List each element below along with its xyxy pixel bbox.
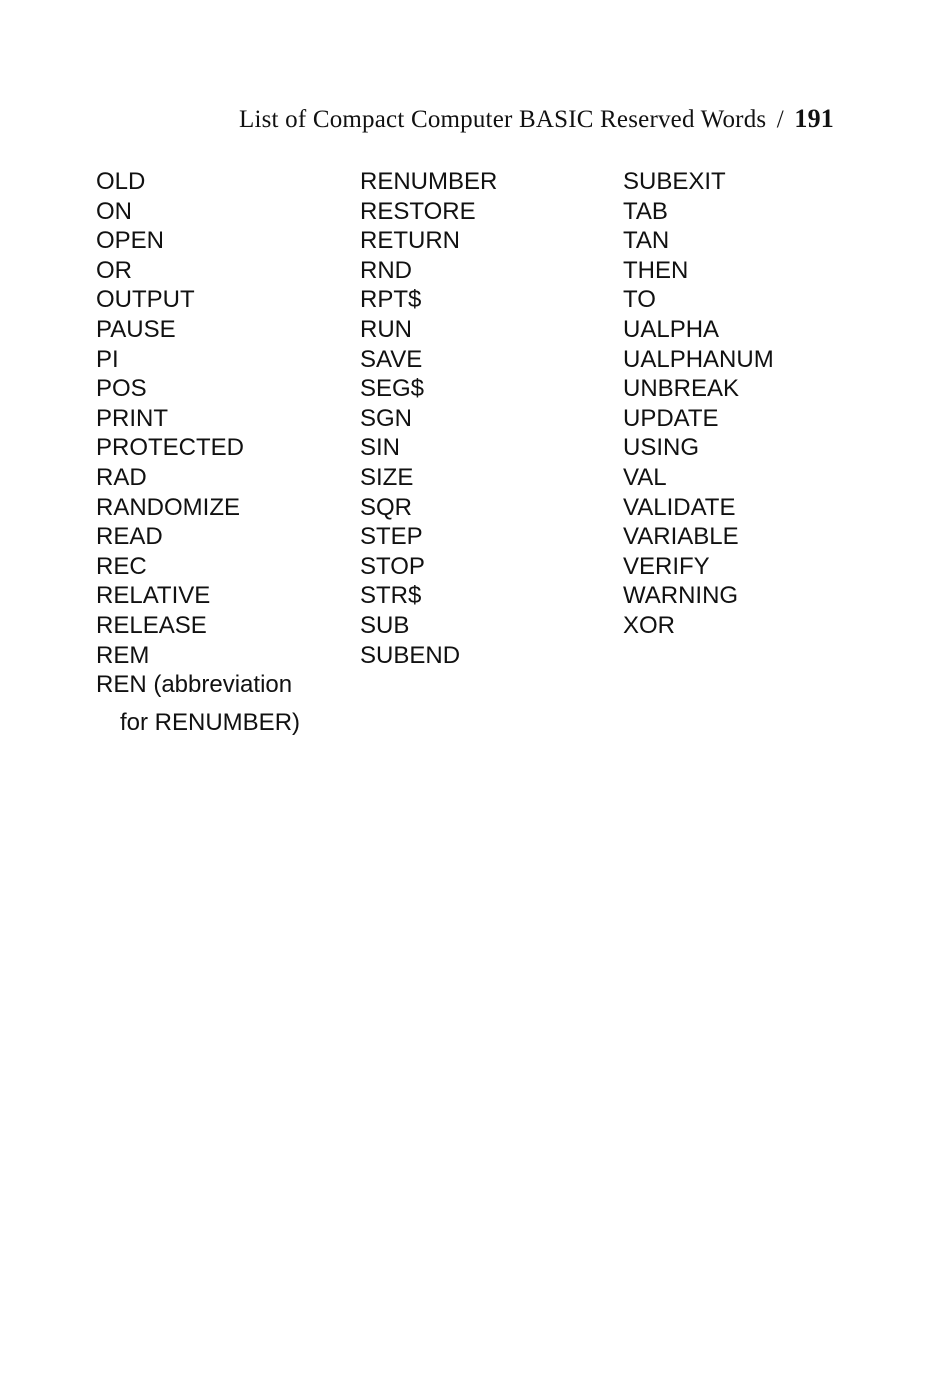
reserved-word: UALPHANUM (623, 345, 774, 373)
reserved-word: SQR (360, 493, 413, 521)
reserved-word: SEG$ (360, 375, 425, 403)
reserved-word-ren (96, 670, 300, 737)
reserved-words-column-3 (623, 167, 774, 641)
reserved-word: SUBEXIT (623, 168, 726, 195)
reserved-word: RND (360, 256, 412, 284)
reserved-word: XOR (623, 611, 676, 639)
reserved-word: SGN (360, 404, 413, 432)
reserved-word: UALPHA (623, 315, 720, 343)
reserved-word: VARIABLE (623, 523, 739, 551)
reserved-word: SUB (360, 611, 410, 639)
page-number: 191 (794, 104, 834, 133)
reserved-word: UNBREAK (623, 375, 740, 403)
reserved-word: PI (96, 345, 119, 373)
reserved-word: RUN (360, 315, 412, 343)
reserved-word: THEN (623, 256, 689, 284)
reserved-word: REC (96, 552, 147, 580)
running-head-title: List of Compact Computer BASIC Reserved Words (239, 106, 767, 133)
reserved-word: TO (623, 286, 656, 314)
reserved-word: OLD (96, 168, 146, 195)
reserved-word: SIZE (360, 463, 414, 491)
reserved-word: SIN (360, 434, 401, 462)
reserved-word: READ (96, 523, 163, 551)
reserved-word: SAVE (360, 345, 423, 373)
reserved-word: UPDATE (623, 404, 719, 432)
reserved-words-column-2 (360, 167, 497, 670)
reserved-word: USING (623, 434, 700, 462)
reserved-word: ON (96, 197, 132, 225)
reserved-word: RELATIVE (96, 582, 211, 610)
running-head (239, 104, 834, 134)
reserved-word: RPT$ (360, 286, 422, 314)
reserved-word: RAD (96, 463, 147, 491)
reserved-word: RANDOMIZE (96, 493, 240, 521)
reserved-word: STOP (360, 552, 425, 580)
reserved-word: VALIDATE (623, 493, 736, 521)
reserved-word: VERIFY (623, 552, 710, 580)
reserved-word: OUTPUT (96, 286, 195, 314)
reserved-word: REM (96, 641, 150, 669)
reserved-word: STR$ (360, 582, 422, 610)
reserved-word: RENUMBER (360, 168, 498, 195)
reserved-word: RETURN (360, 227, 460, 255)
reserved-word: PRINT (96, 404, 168, 432)
reserved-word-ren-line1: REN (abbreviation (96, 671, 293, 699)
running-head-separator: / (776, 106, 784, 133)
reserved-word: WARNING (623, 582, 739, 610)
reserved-word: OR (96, 256, 132, 284)
reserved-word: PROTECTED (96, 434, 245, 462)
reserved-word: TAB (623, 197, 668, 225)
reserved-word: PAUSE (96, 315, 176, 343)
reserved-word: RELEASE (96, 611, 207, 639)
reserved-word: VAL (623, 463, 667, 491)
reserved-word-ren-line2: for RENUMBER) (120, 708, 301, 736)
reserved-word: POS (96, 375, 147, 403)
reserved-words-column-1 (96, 167, 300, 737)
reserved-word: RESTORE (360, 197, 476, 225)
reserved-word: TAN (623, 227, 670, 255)
reserved-word: SUBEND (360, 641, 461, 669)
reserved-word: OPEN (96, 227, 165, 255)
reserved-word: STEP (360, 523, 423, 551)
